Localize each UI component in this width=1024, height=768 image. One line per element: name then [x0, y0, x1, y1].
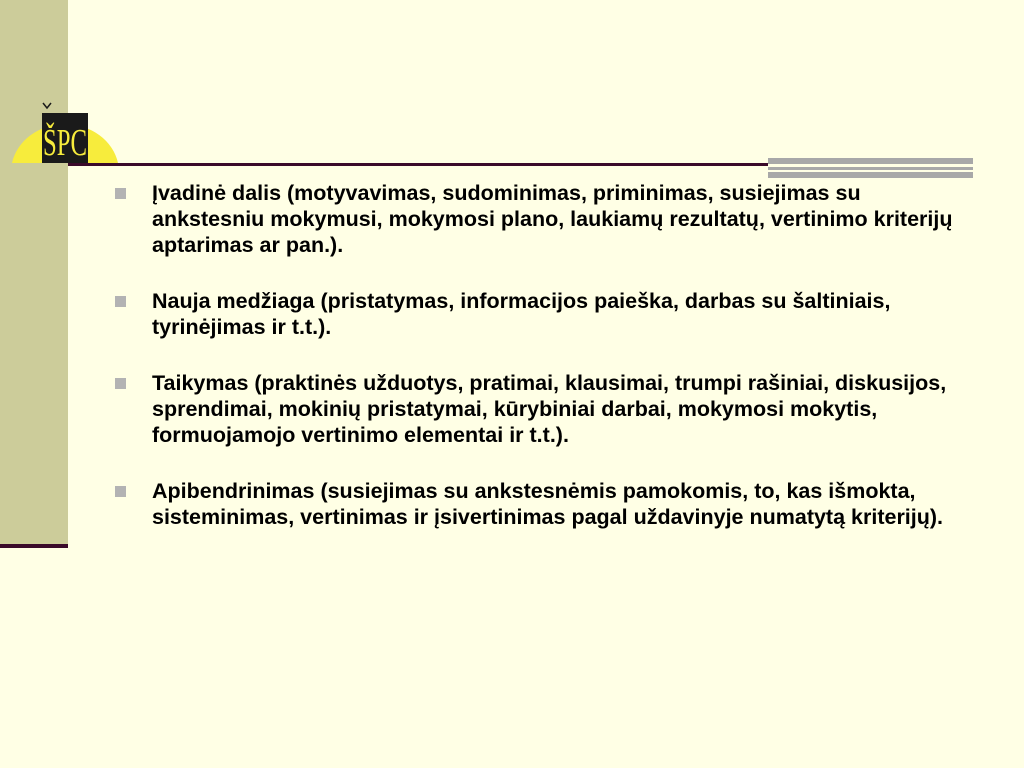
list-item: [108, 370, 978, 448]
header-rule: [68, 163, 768, 166]
list-item: [108, 180, 978, 258]
logo-text: ŠPC: [43, 122, 87, 164]
square-bullet-icon: [115, 486, 126, 497]
left-decorative-band: [0, 0, 68, 545]
bullet-text: Apibendrinimas (susiejimas su ankstesnėmis pamokomis, to, kas išmokta, sisteminimas, vertinimas ir įsivertinimas pagal uždavinyje numatytą kriterijų).: [152, 479, 944, 529]
square-bullet-icon: [115, 188, 126, 199]
bullet-text: Taikymas (praktinės užduotys, pratimai, klausimai, trumpi rašiniai, diskusijos, sprendimai, mokinių pristatymai, kūrybiniai darbai, mokymosi mokytis, formuojamojo vertinimo elementai ir t.t.).: [152, 371, 947, 447]
square-bullet-icon: [115, 296, 126, 307]
bullet-text: Įvadinė dalis (motyvavimas, sudominimas, priminimas, susiejimas su ankstesniu mokymusi, mokymosi plano, laukiamų rezultatų, vertinimo kriterijų aptarimas ar pan.).: [152, 181, 953, 257]
bullet-list: [108, 180, 978, 560]
list-item: [108, 478, 978, 530]
bullet-text: Nauja medžiaga (pristatymas, informacijos paieška, darbas su šaltiniais, tyrinėjimas ir t.t.).: [152, 289, 891, 339]
gray-bar: [768, 167, 973, 170]
list-item: [108, 288, 978, 340]
spc-logo: [12, 100, 120, 170]
gray-bar: [768, 172, 973, 178]
square-bullet-icon: [115, 378, 126, 389]
header-gray-bars: [768, 158, 973, 179]
left-band-rule: [0, 544, 68, 548]
spc-logo-icon: [12, 100, 120, 170]
gray-bar: [768, 158, 973, 164]
